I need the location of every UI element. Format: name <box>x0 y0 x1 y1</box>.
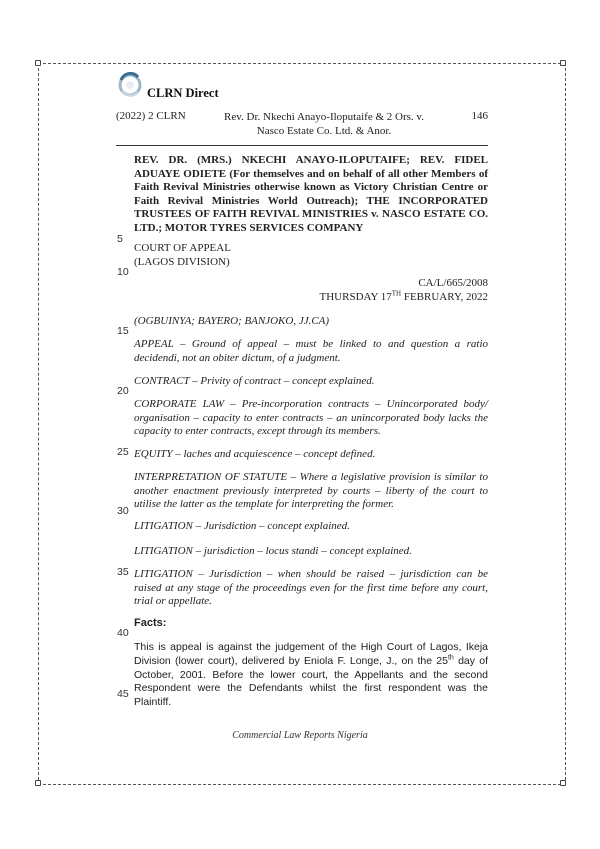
line-number: 5 <box>117 233 123 245</box>
line-number: 40 <box>117 627 129 639</box>
coram: (OGBUINYA; BAYERO; BANJOKO, JJ.CA) <box>134 315 330 327</box>
catchword: CONTRACT – Privity of contract – concept explained. <box>134 375 375 387</box>
line-number: 15 <box>117 325 129 337</box>
case-parties: REV. DR. (MRS.) NKECHI ANAYO-ILOPUTAIFE; REV. FIDEL ADUAYE ODIETE (For themselves and on behalf of all other Members of Faith Revival Ministries otherwise known as Victory Christian Centre or Faith Revival Ministries World Outreach); THE INCORPORATED TRUSTEES OF FAITH REVIVAL MINISTRIES v. NASCO ESTATE CO. LTD.; MOTOR TYRES SERVICES COMPANY <box>134 154 488 234</box>
catchword: INTERPRETATION OF STATUTE – Where a legislative provision is similar to another enactment previously interpreted by courts – liberty of the court to utilise the latter as the template for interpreting the former. <box>134 471 488 511</box>
case-title-line: Nasco Estate Co. Ltd. & Anor. <box>256 125 392 137</box>
page-footer: Commercial Law Reports Nigeria <box>232 730 368 741</box>
catchword: LITIGATION – Jurisdiction – concept explained. <box>134 520 350 532</box>
line-number: 30 <box>117 505 129 517</box>
catchword: CORPORATE LAW – Pre-incorporation contracts – Unincorporated body/ organisation – capacity to enter contracts – an unincorporated body lacks the capacity to enter contracts, except through its members. <box>134 398 488 438</box>
court-name <box>134 242 488 269</box>
catchword: APPEAL – Ground of appeal – must be linked to and question a ratio decidendi, not an obiter dictum, of a judgment. <box>134 338 488 364</box>
facts-heading: Facts: <box>134 617 167 629</box>
line-number: 45 <box>117 688 129 700</box>
clrn-logo-icon <box>116 71 144 99</box>
corner-mark <box>560 60 566 66</box>
court-division: (LAGOS DIVISION) <box>134 255 230 268</box>
brand-name: CLRN Direct <box>147 86 219 100</box>
line-number: 20 <box>117 385 129 397</box>
line-number: 10 <box>117 266 129 278</box>
line-number: 25 <box>117 446 129 458</box>
court-title: COURT OF APPEAL <box>134 242 231 254</box>
citation: (2022) 2 CLRN <box>116 110 186 122</box>
case-title-line: Rev. Dr. Nkechi Anayo-Iloputaife & 2 Ors. v. <box>224 111 424 123</box>
corner-mark <box>35 60 41 66</box>
header-rule <box>116 145 488 146</box>
page-number: 146 <box>471 110 488 122</box>
facts-paragraph: This is appeal is against the judgement of the High Court of Lagos, Ikeja Division (lower court), delivered by Eniola F. Longe, J., on the 25th day of October, 2001. Before the lower court, the Appellants and the second Respondent were the Defendants whilst the first respondent was the Plaintiff. <box>134 641 488 709</box>
running-case-title <box>214 110 434 138</box>
suit-info <box>290 277 488 304</box>
catchword: LITIGATION – Jurisdiction – when should be raised – jurisdiction can be raised at any stage of the proceedings even for the first time before any court, trial or appellate. <box>134 568 488 608</box>
corner-mark <box>35 780 41 786</box>
corner-mark <box>560 780 566 786</box>
judgment-date: THURSDAY 17TH FEBRUARY, 2022 <box>319 288 488 303</box>
line-number: 35 <box>117 566 129 578</box>
catchword: EQUITY – laches and acquiescence – concept defined. <box>134 448 376 460</box>
catchword: LITIGATION – jurisdiction – locus standi – concept explained. <box>134 545 412 557</box>
suit-number: CA/L/665/2008 <box>418 277 488 289</box>
